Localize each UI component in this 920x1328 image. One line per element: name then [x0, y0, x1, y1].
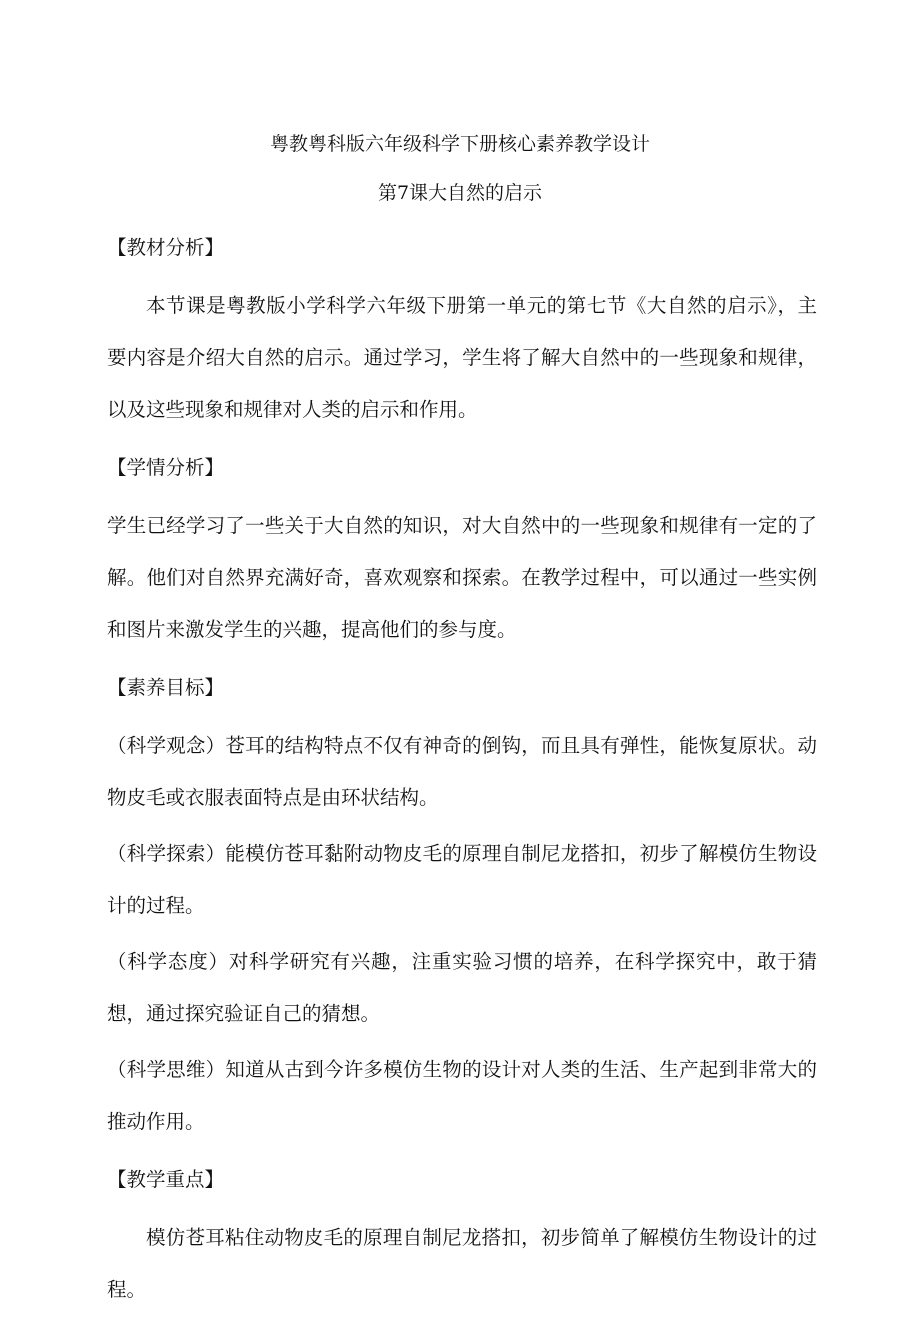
- section-heading-student-analysis: 【学情分析】: [107, 456, 225, 479]
- section-heading-literacy-goals: 【素养目标】: [107, 676, 225, 699]
- goal-scientific-thinking: （科学思维）知道从古到今许多模仿生物的设计对人类的生活、生产起到非常大的推动作用。: [107, 1058, 817, 1133]
- goal-scientific-exploration: （科学探索）能模仿苍耳黏附动物皮毛的原理自制尼龙搭扣，初步了解模仿生物设计的过程。: [107, 842, 817, 917]
- section-heading-teaching-focus: 【教学重点】: [107, 1168, 225, 1191]
- student-analysis-paragraph: 学生已经学习了一些关于大自然的知识，对大自然中的一些现象和规律有一定的了解。他们对自然界充满好奇，喜欢观察和探索。在教学过程中，可以通过一些实例和图片来激发学生的兴趣，提高他们的参与度。: [107, 514, 817, 641]
- textbook-analysis-paragraph: 本节课是粤教版小学科学六年级下册第一单元的第七节《大自然的启示》，主要内容是介绍大自然的启示。通过学习，学生将了解大自然中的一些现象和规律，以及这些现象和规律对人类的启示和作用。: [107, 294, 817, 421]
- lesson-title: 第7课大自然的启示: [377, 182, 543, 204]
- document-body: [107, 228, 817, 1328]
- teaching-focus-paragraph: 模仿苍耳粘住动物皮毛的原理自制尼龙搭扣，初步简单了解模仿生物设计的过程。: [107, 1226, 817, 1301]
- goal-scientific-attitude: （科学态度）对科学研究有兴趣，注重实验习惯的培养，在科学探究中，敢于猜想，通过探究验证自己的猜想。: [107, 950, 817, 1025]
- section-heading-textbook-analysis: 【教材分析】: [107, 236, 225, 259]
- document-title: 粤教粤科版六年级科学下册核心素养教学设计: [269, 133, 650, 155]
- goal-scientific-concept: （科学观念）苍耳的结构特点不仅有神奇的倒钩，而且具有弹性，能恢复原状。动物皮毛或衣服表面特点是由环状结构。: [107, 734, 817, 809]
